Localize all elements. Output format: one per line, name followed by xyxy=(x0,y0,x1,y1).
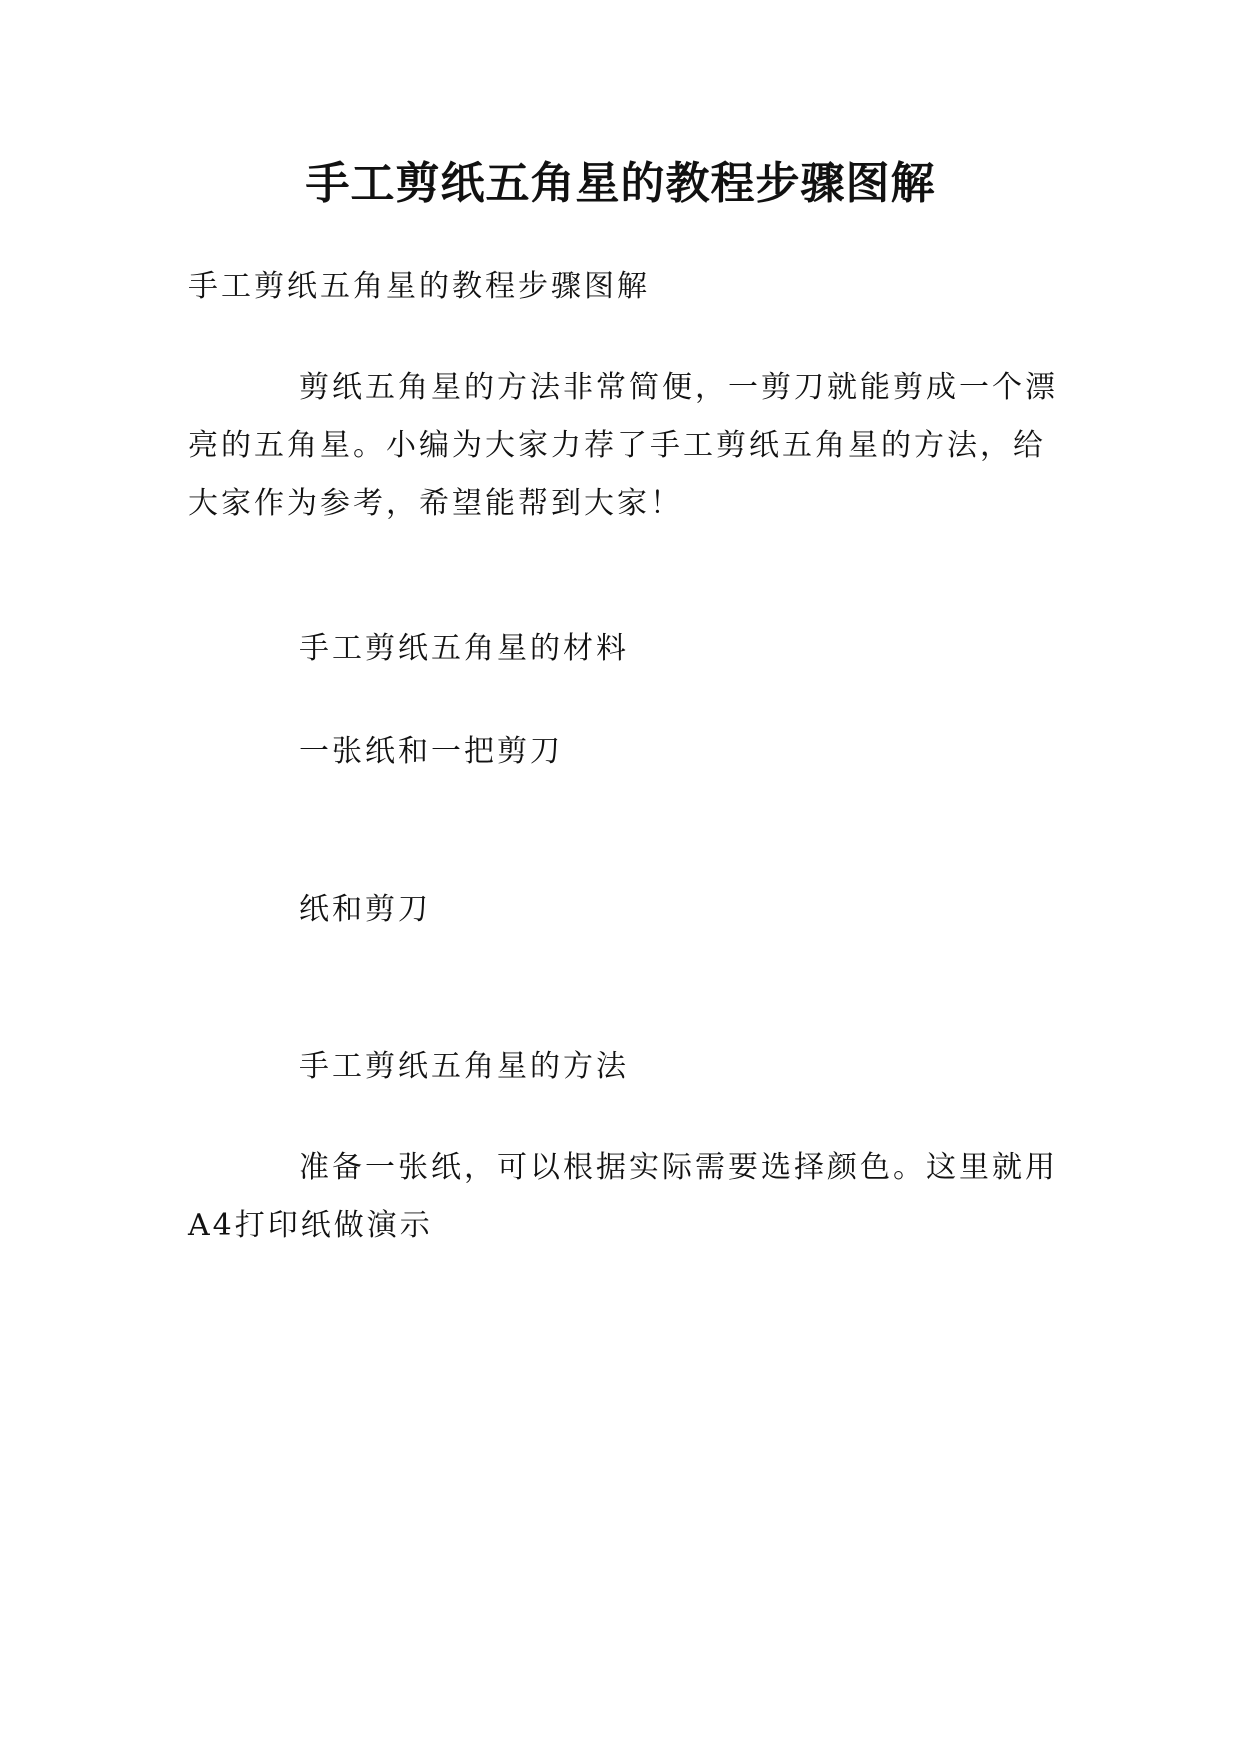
materials-heading: 手工剪纸五角星的材料 xyxy=(299,631,629,666)
step-paragraph: 准备一张纸，可以根据实际需要选择颜色。这里就用A4打印纸做演示 xyxy=(188,1150,1058,1243)
intro-paragraph: 剪纸五角星的方法非常简便，一剪刀就能剪成一个漂亮的五角星。小编为大家力荐了手工剪纸五角星的方法，给大家作为参考，希望能帮到大家！ xyxy=(188,370,1058,521)
materials-caption: 纸和剪刀 xyxy=(299,892,431,927)
document-title: 手工剪纸五角星的教程步骤图解 xyxy=(305,158,936,209)
materials-item: 一张纸和一把剪刀 xyxy=(299,734,563,769)
method-heading: 手工剪纸五角星的方法 xyxy=(299,1049,629,1084)
document-subtitle: 手工剪纸五角星的教程步骤图解 xyxy=(188,269,650,304)
